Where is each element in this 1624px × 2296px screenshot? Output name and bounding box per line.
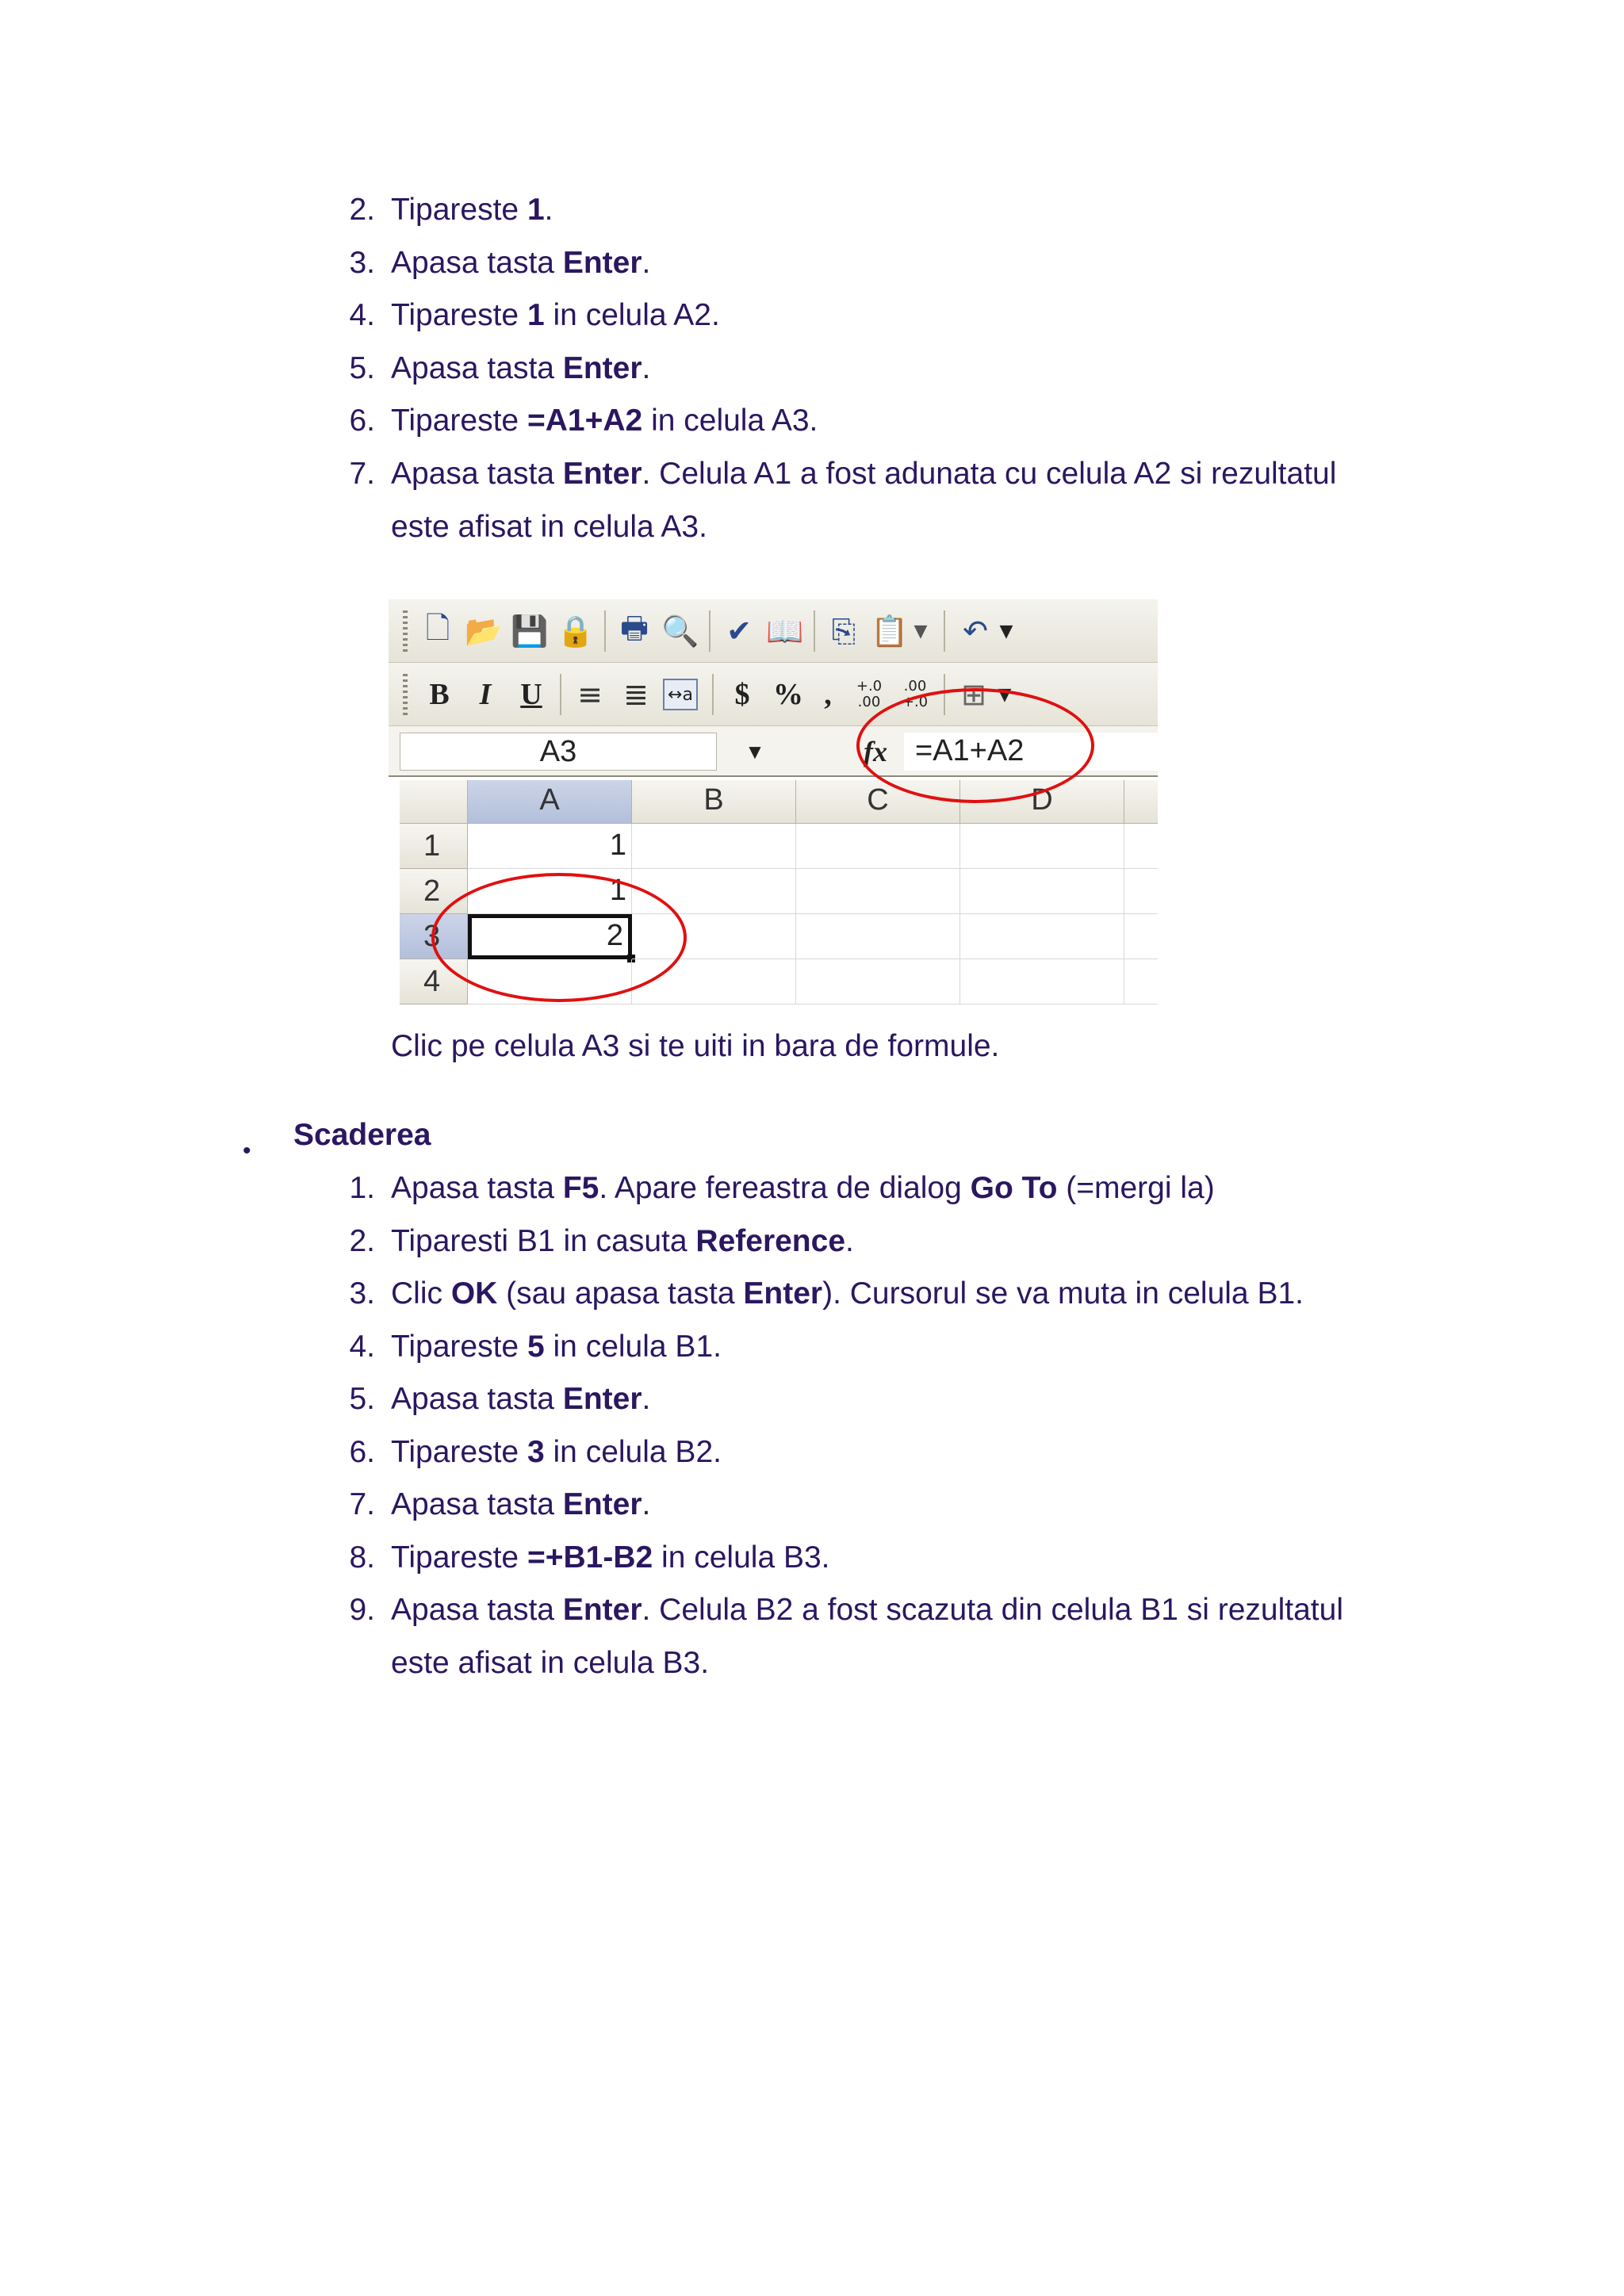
text-run: (=mergi la) xyxy=(1057,1171,1215,1205)
cell-d4[interactable] xyxy=(960,959,1124,1004)
text-run: ). Cursorul se va muta in celula B1. xyxy=(822,1276,1304,1311)
bullet-icon: • xyxy=(243,1138,251,1164)
paste-icon[interactable]: 📋 xyxy=(871,613,909,649)
cell-b1[interactable] xyxy=(632,824,796,869)
text-run: Apasa tasta xyxy=(391,1171,563,1205)
list-number: 1. xyxy=(349,1171,375,1205)
currency-button[interactable]: $ xyxy=(734,678,750,711)
bold-button[interactable]: B xyxy=(429,678,450,711)
cell-d2[interactable] xyxy=(960,869,1124,914)
text-run: . xyxy=(642,1382,651,1416)
list-number: 6. xyxy=(349,404,375,438)
percent-button[interactable]: % xyxy=(773,678,803,711)
bold-text: Enter xyxy=(562,351,642,385)
text-run: Clic xyxy=(391,1276,451,1311)
text-run: in celula B1. xyxy=(544,1330,722,1364)
borders-icon[interactable]: ⊞ xyxy=(961,677,986,712)
select-all-corner[interactable] xyxy=(400,780,468,824)
excel-screenshot xyxy=(389,599,1158,1011)
cell-c2[interactable] xyxy=(796,869,960,914)
text-run: . xyxy=(845,1224,854,1258)
list-number: 2. xyxy=(349,1224,375,1258)
bold-text: 1 xyxy=(527,298,545,332)
text-run: . Celula B2 a fost scazuta din celula B1 si rezultatul xyxy=(642,1593,1343,1627)
result-highlight-circle xyxy=(431,873,687,1002)
save-icon[interactable]: 💾 xyxy=(511,613,549,649)
list-text xyxy=(391,402,818,440)
bold-text: 5 xyxy=(527,1330,545,1364)
text-run: Apasa tasta xyxy=(391,1593,563,1627)
text-run: . xyxy=(642,1487,651,1521)
text-run: in celula A2. xyxy=(544,298,720,332)
copy-icon[interactable]: ⎘ xyxy=(831,613,856,649)
list-text xyxy=(391,1275,1304,1313)
permission-icon[interactable]: 🔒 xyxy=(557,613,595,649)
toolbar-grip xyxy=(403,610,408,652)
text-run: (sau apasa tasta xyxy=(497,1276,744,1311)
list-text xyxy=(391,297,720,335)
bold-text: Enter xyxy=(562,1382,642,1416)
list-number: 5. xyxy=(349,351,375,385)
undo-dropdown-icon[interactable]: ▼ xyxy=(999,621,1013,641)
toolbar-separator xyxy=(944,610,945,652)
toolbar-separator xyxy=(604,610,606,652)
section-heading: Scaderea xyxy=(293,1118,431,1152)
list-number: 9. xyxy=(349,1593,375,1627)
name-box-dropdown-icon[interactable]: ▼ xyxy=(745,739,765,763)
list-text xyxy=(391,1433,722,1471)
cell-partial[interactable] xyxy=(1124,869,1158,914)
text-run: . Celula A1 a fost adunata cu celula A2 si rezultatul xyxy=(642,457,1337,491)
decrease-decimal-button[interactable]: .00 +.0 xyxy=(902,678,929,710)
text-run: Apasa tasta xyxy=(391,1382,563,1416)
list-number: 3. xyxy=(349,1276,375,1311)
caption-text: Clic pe celula A3 si te uiti in bara de formule. xyxy=(391,1029,1000,1063)
comma-button[interactable]: , xyxy=(824,678,832,711)
toolbar-separator xyxy=(560,674,561,715)
list-text xyxy=(391,1591,1343,1629)
column-header-partial[interactable] xyxy=(1124,780,1158,824)
standard-toolbar xyxy=(389,599,1158,663)
increase-decimal-button[interactable]: +.0 .00 xyxy=(856,678,883,710)
list-text xyxy=(391,1539,830,1577)
text-run: Tipareste xyxy=(391,193,527,227)
undo-icon[interactable]: ↶ xyxy=(963,614,988,649)
list-text xyxy=(391,1380,650,1418)
list-text xyxy=(391,1169,1215,1207)
cell-a2[interactable]: 1 xyxy=(468,869,632,914)
align-left-icon[interactable]: ≡ xyxy=(577,677,603,712)
text-run: Tipareste xyxy=(391,1435,527,1469)
bold-text: Go To xyxy=(970,1171,1058,1205)
text-run: Apasa tasta xyxy=(391,351,563,385)
list-number: 4. xyxy=(349,1330,375,1364)
list-text xyxy=(391,1486,650,1524)
text-run: . xyxy=(544,193,553,227)
cell-a3[interactable]: 2 xyxy=(468,914,632,959)
open-icon[interactable]: 📂 xyxy=(465,613,503,649)
bold-text: 3 xyxy=(527,1435,545,1469)
list-number: 7. xyxy=(349,1487,375,1521)
cell-a1[interactable]: 1 xyxy=(468,824,632,869)
list-number: 2. xyxy=(349,193,375,227)
print-icon[interactable]: 🖶 xyxy=(620,610,649,645)
list-number: 7. xyxy=(349,457,375,491)
text-run: Tipareste xyxy=(391,404,527,438)
list-number: 4. xyxy=(349,298,375,332)
bold-text: Reference xyxy=(695,1224,846,1258)
text-run: . Apare fereastra de dialog xyxy=(599,1171,971,1205)
text-run: in celula A3. xyxy=(642,404,818,438)
cell-c1[interactable] xyxy=(796,824,960,869)
list-number: 3. xyxy=(349,246,375,280)
spelling-icon[interactable]: ✔ xyxy=(726,614,752,649)
row-header-4[interactable]: 4 xyxy=(400,959,468,1004)
text-run: . xyxy=(642,246,651,280)
list-text xyxy=(391,1328,722,1366)
text-run: Apasa tasta xyxy=(391,1487,563,1521)
list-text-continuation: este afisat in celula A3. xyxy=(391,510,707,544)
column-header-a[interactable]: A xyxy=(468,780,632,824)
name-box[interactable]: A3 xyxy=(400,733,717,771)
column-header-c[interactable]: C xyxy=(796,780,960,824)
italic-button[interactable]: I xyxy=(479,678,492,711)
text-run: Tipareste xyxy=(391,1330,527,1364)
borders-dropdown-icon[interactable]: ▼ xyxy=(998,684,1012,705)
bold-text: F5 xyxy=(562,1171,599,1205)
list-text xyxy=(391,1223,854,1261)
print-preview-icon[interactable]: 🔍 xyxy=(661,613,699,649)
research-icon[interactable]: 📖 xyxy=(766,613,804,649)
text-run: in celula B2. xyxy=(544,1435,722,1469)
text-run: Tipareste xyxy=(391,298,527,332)
cell-c3[interactable] xyxy=(796,914,960,959)
new-icon[interactable]: 🗋 xyxy=(425,610,450,645)
merge-center-icon[interactable]: ↔a xyxy=(663,679,698,710)
bold-text: Enter xyxy=(562,246,642,280)
formula-input[interactable]: =A1+A2 xyxy=(904,733,1158,771)
row-header-1[interactable]: 1 xyxy=(400,824,468,869)
bold-text: 1 xyxy=(527,193,545,227)
bold-text: =+B1-B2 xyxy=(527,1540,653,1575)
cell-d3[interactable] xyxy=(960,914,1124,959)
list-number: 8. xyxy=(349,1540,375,1575)
cell-partial[interactable] xyxy=(1124,914,1158,959)
column-header-d[interactable]: D xyxy=(960,780,1124,824)
text-run: Apasa tasta xyxy=(391,246,563,280)
bold-text: =A1+A2 xyxy=(527,404,643,438)
bold-text: Enter xyxy=(562,1487,642,1521)
bold-text: Enter xyxy=(562,457,642,491)
row-header-3[interactable]: 3 xyxy=(400,914,468,959)
insert-function-button[interactable]: fx xyxy=(864,736,887,767)
align-right-icon[interactable]: ≣ xyxy=(623,677,649,712)
row-header-2[interactable]: 2 xyxy=(400,869,468,914)
column-header-b[interactable]: B xyxy=(632,780,796,824)
list-number: 5. xyxy=(349,1382,375,1416)
list-text xyxy=(391,191,553,229)
underline-button[interactable]: U xyxy=(520,678,542,711)
list-text xyxy=(391,350,650,388)
toolbar-grip xyxy=(403,674,408,715)
paste-dropdown-icon[interactable]: ▼ xyxy=(914,621,928,641)
text-run: . xyxy=(642,351,651,385)
cell-c4[interactable] xyxy=(796,959,960,1004)
bold-text: Enter xyxy=(562,1593,642,1627)
toolbar-separator xyxy=(712,674,714,715)
list-text xyxy=(391,455,1336,493)
list-text xyxy=(391,244,650,282)
text-run: Apasa tasta xyxy=(391,457,563,491)
toolbar-separator xyxy=(814,610,815,652)
cell-partial[interactable] xyxy=(1124,959,1158,1004)
toolbar-separator xyxy=(709,610,710,652)
text-run: Tipareste xyxy=(391,1540,527,1575)
list-number: 6. xyxy=(349,1435,375,1469)
text-run: Tiparesti B1 in casuta xyxy=(391,1224,696,1258)
formula-highlight-circle xyxy=(856,688,1094,803)
cell-d1[interactable] xyxy=(960,824,1124,869)
list-text-continuation: este afisat in celula B3. xyxy=(391,1646,710,1680)
bold-text: Enter xyxy=(743,1276,823,1311)
text-run: in celula B3. xyxy=(653,1540,830,1575)
bold-text: OK xyxy=(450,1276,498,1311)
cell-partial[interactable] xyxy=(1124,824,1158,869)
